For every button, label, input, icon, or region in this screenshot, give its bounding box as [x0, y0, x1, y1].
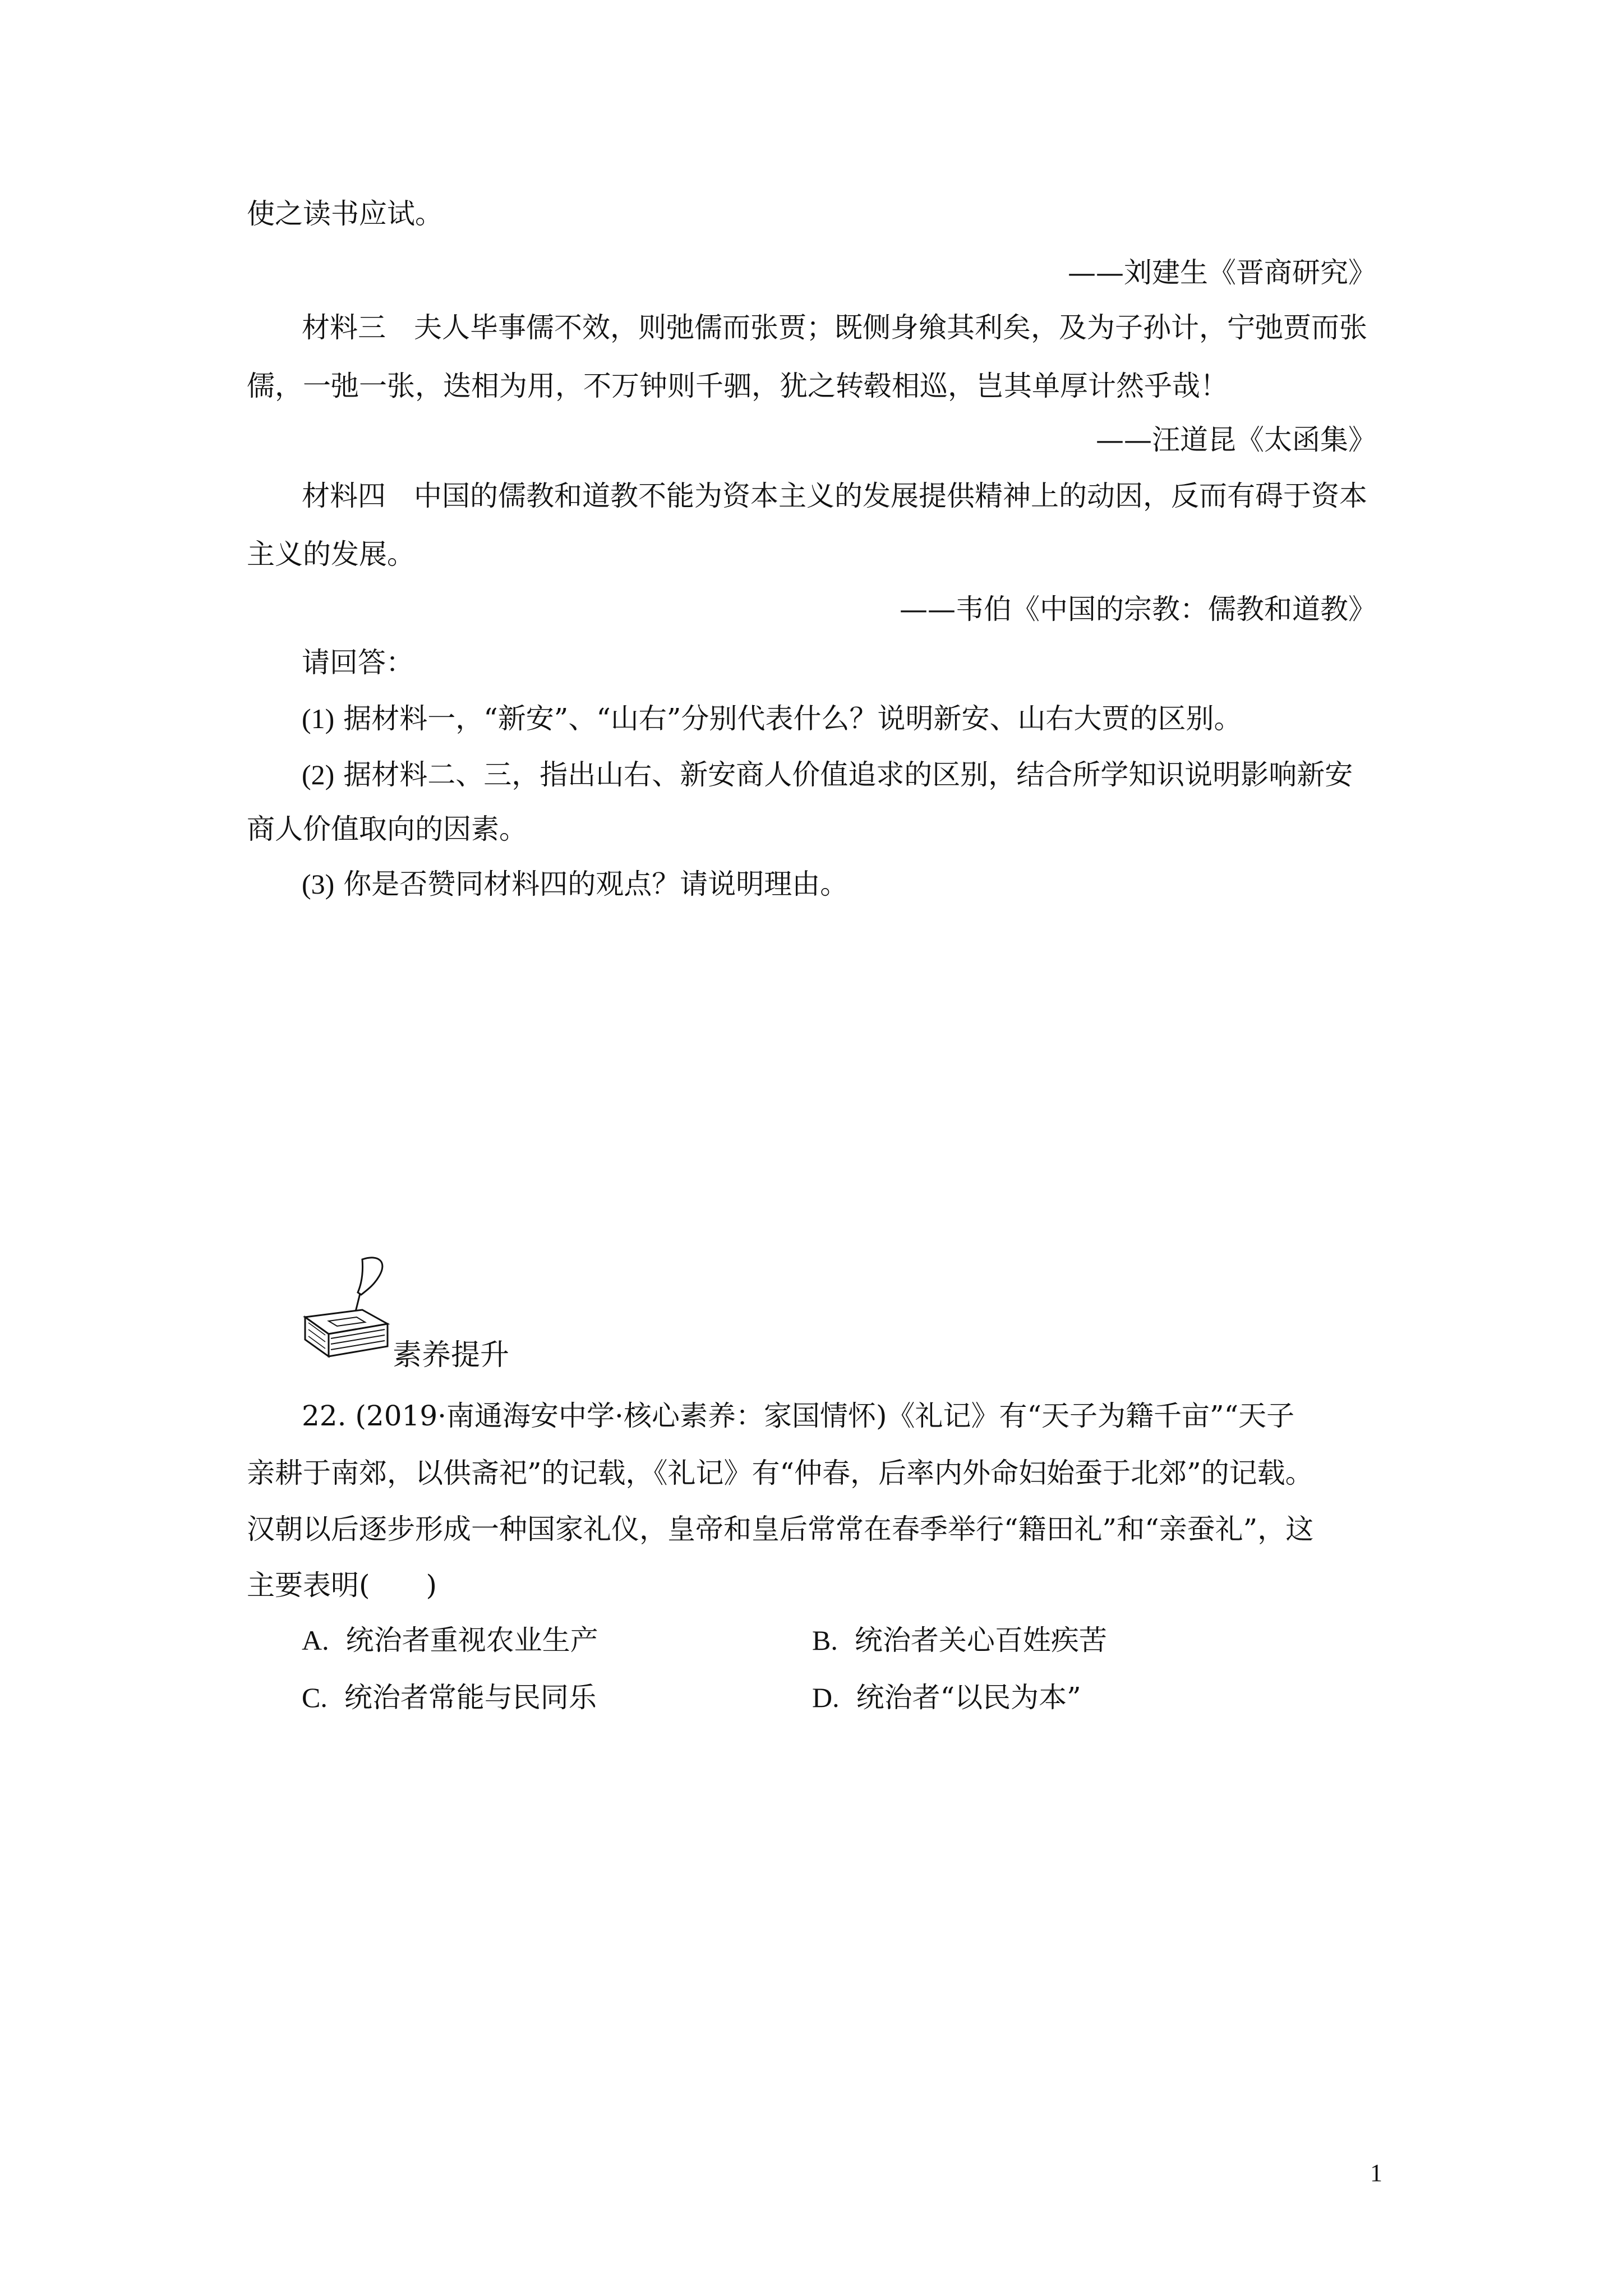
option-c[interactable] — [302, 1677, 597, 1718]
option-text: 统治者常能与民同乐 — [344, 1681, 597, 1714]
option-letter: C. — [302, 1682, 328, 1713]
option-text: 统治者重视农业生产 — [345, 1624, 598, 1657]
material2-source: ——刘建生《晋商研究》 — [1068, 256, 1376, 289]
q22-line4: 主要表明( ) — [247, 1569, 437, 1602]
q22-line3: 汉朝以后逐步形成一种国家礼仪，皇帝和皇后常常在春季举行“籍田礼”和“亲蚕礼”，这 — [247, 1513, 1314, 1545]
continuation-text: 使之读书应试。 — [247, 197, 443, 230]
book-quill-icon — [295, 1251, 396, 1363]
question-1 — [302, 698, 1242, 739]
question-text: 据材料一，“新安”、“山右”分别代表什么？说明新安、山右大贾的区别。 — [343, 702, 1242, 735]
q22-line2: 亲耕于南郊，以供斋祀”的记载，《礼记》有“仲春，后率内外命妇始蚕于北郊”的记载。 — [247, 1457, 1313, 1489]
question-text: 据材料二、三，指出山右、新安商人价值追求的区别，结合所学知识说明影响新安 — [343, 758, 1353, 791]
question-3 — [302, 864, 848, 904]
option-letter: D. — [812, 1682, 840, 1713]
option-b[interactable] — [812, 1620, 1107, 1660]
option-a[interactable] — [302, 1620, 598, 1660]
option-text: 统治者“以民为本” — [856, 1681, 1081, 1714]
material4-line2: 主义的发展。 — [247, 538, 415, 570]
section-title: 素养提升 — [393, 1338, 510, 1372]
question-number: (1) — [302, 703, 335, 734]
material3-line1: 材料三 夫人毕事儒不效，则弛儒而张贾；既侧身飨其利矣，及为子孙计，宁弛贾而张 — [302, 311, 1367, 344]
option-text: 统治者关心百姓疾苦 — [854, 1624, 1107, 1657]
question-number: (3) — [302, 868, 335, 900]
material3-line2: 儒，一弛一张，迭相为用，不万钟则千驷，犹之转毂相巡，岂其单厚计然乎哉！ — [247, 370, 1228, 402]
material3-source: ——汪道昆《太函集》 — [1096, 424, 1376, 456]
question-2-continuation: 商人价值取向的因素。 — [247, 813, 527, 845]
option-letter: B. — [812, 1625, 838, 1656]
material4-line1: 材料四 中国的儒教和道教不能为资本主义的发展提供精神上的动因，反而有碍于资本 — [302, 480, 1367, 512]
question-number: (2) — [302, 759, 335, 790]
question-text: 你是否赞同材料四的观点？请说明理由。 — [343, 868, 849, 900]
option-d[interactable] — [812, 1677, 1081, 1718]
q22-line1: 22. (2019·南通海安中学·核心素养：家国情怀)《礼记》有“天子为籍千亩”“天子 — [302, 1400, 1295, 1432]
answer-prompt: 请回答： — [302, 646, 414, 679]
question-2 — [302, 754, 1353, 795]
option-letter: A. — [302, 1625, 329, 1656]
page-number: 1 — [1370, 2159, 1382, 2187]
material4-source: ——韦伯《中国的宗教：儒教和道教》 — [900, 593, 1376, 625]
